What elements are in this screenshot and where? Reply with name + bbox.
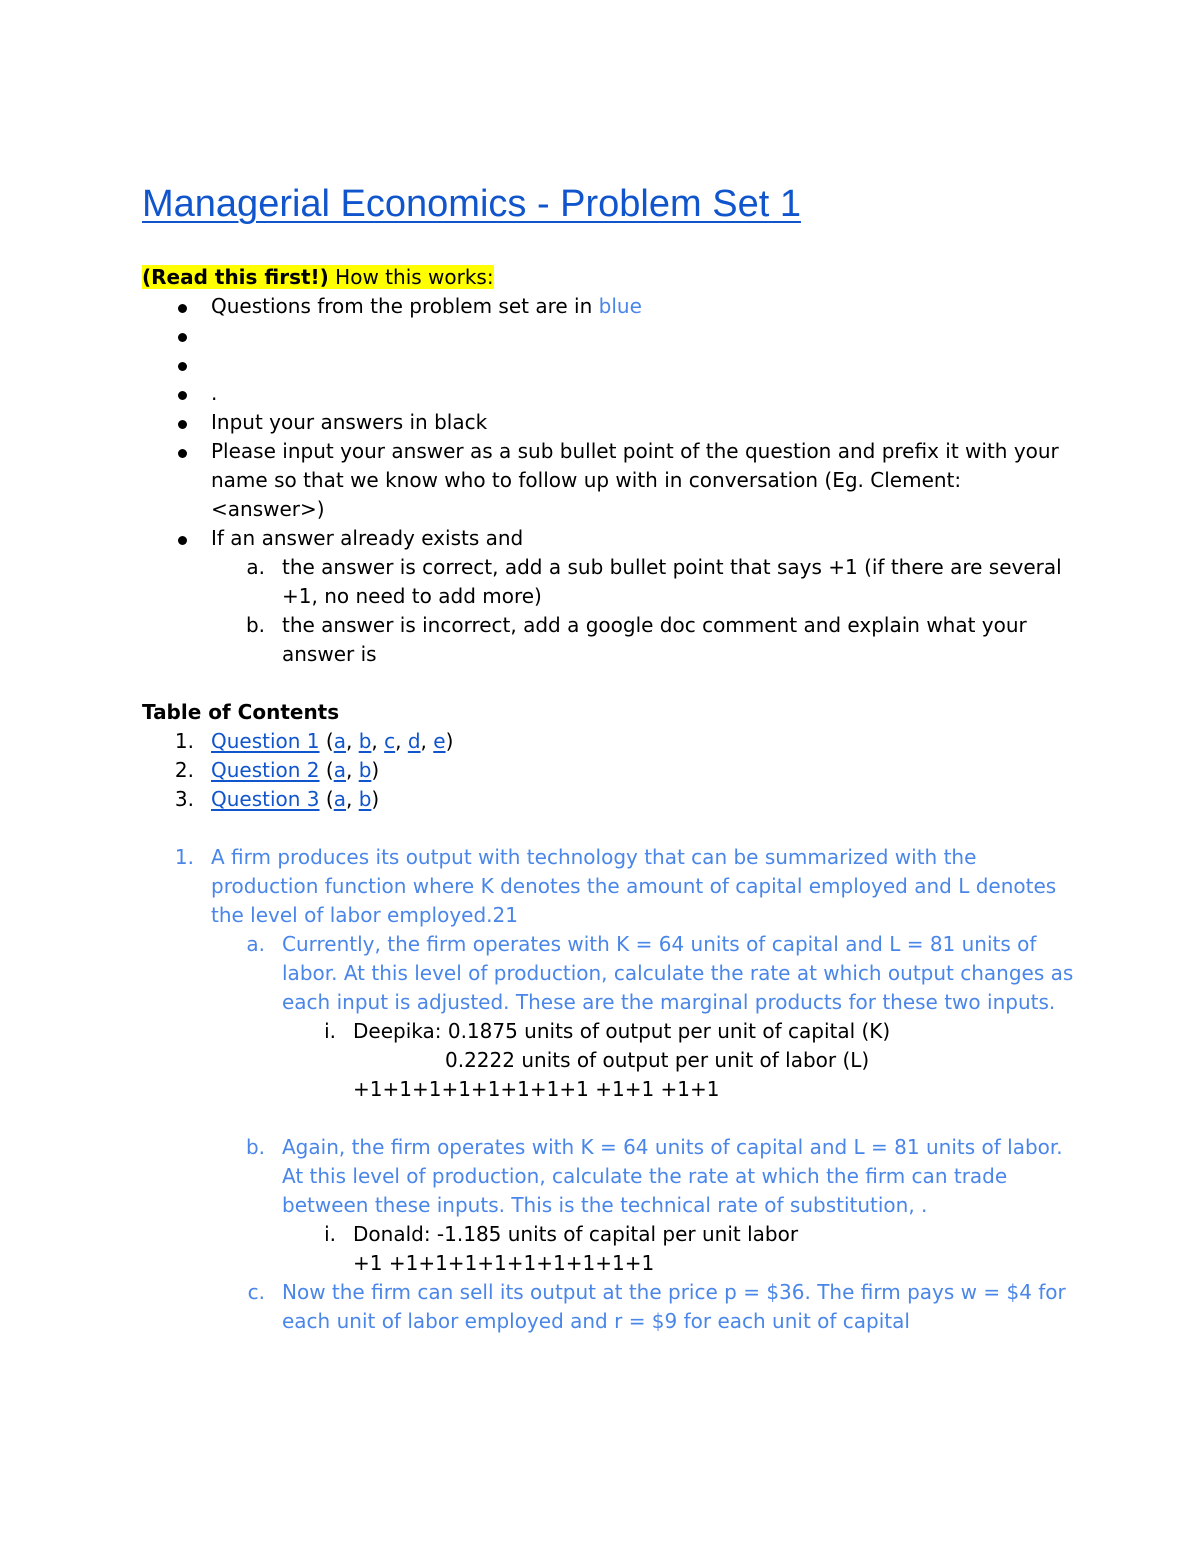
- list-marker: 1.: [174, 845, 194, 869]
- answer-text: Deepika: 0.1875 units of output per unit of capital (K): [353, 1019, 891, 1043]
- toc-link-question-2[interactable]: Question 2: [211, 758, 320, 782]
- intro-heading-bold: (Read this first!): [142, 265, 329, 289]
- toc-link-2a[interactable]: a: [333, 758, 346, 782]
- toc-sep: ,: [420, 729, 434, 753]
- answer-1a: [142, 1017, 1077, 1046]
- intro-bullet: [142, 408, 1077, 437]
- page-title[interactable]: Managerial Economics - Problem Set 1: [142, 183, 801, 225]
- intro-heading-rest: How this works:: [328, 265, 494, 289]
- intro-sub-item: [142, 611, 1077, 669]
- question-text: Again, the firm operates with K = 64 units of capital and L = 81 units of labor. At this level of production, calculate the rate at which the firm can trade between these inputs. This is the technical rate of substitution, .: [282, 1135, 1063, 1217]
- toc-item: [142, 785, 1077, 814]
- toc-sep: ,: [345, 758, 359, 782]
- toc-link-1c[interactable]: c: [384, 729, 396, 753]
- bullet-icon: [178, 333, 187, 342]
- toc-link-question-3[interactable]: Question 3: [211, 787, 320, 811]
- toc-sep: ,: [371, 729, 385, 753]
- bullet-icon: [178, 420, 187, 429]
- vote-text: +1+1+1+1+1+1+1+1 +1+1 +1+1: [353, 1077, 720, 1101]
- toc-sep: ,: [395, 729, 408, 753]
- list-marker: b.: [245, 1135, 265, 1159]
- toc-link-1a[interactable]: a: [333, 729, 346, 753]
- question-1: [142, 843, 1077, 930]
- toc-item: [142, 727, 1077, 756]
- bullet-icon: [178, 391, 187, 400]
- spacer: [142, 669, 1077, 698]
- answer-1a-votes: [142, 1075, 1077, 1104]
- question-text: Currently, the firm operates with K = 64 units of capital and L = 81 units of labor. At this level of production, calculate the rate at which output changes as each input is adjusted. These are the marginal products for these two inputs.: [282, 932, 1074, 1014]
- toc-link-1d[interactable]: d: [407, 729, 421, 753]
- intro-bullet-empty: [142, 350, 1077, 379]
- toc-item: [142, 756, 1077, 785]
- question-1c: [142, 1278, 1077, 1336]
- answer-text: Donald: -1.185 units of capital per unit labor: [353, 1222, 799, 1246]
- answer-1b: [142, 1220, 1077, 1249]
- list-marker: 3.: [174, 787, 194, 811]
- intro-heading: [142, 263, 1077, 292]
- answer-text: 0.2222 units of output per unit of labor (L): [445, 1048, 870, 1072]
- document-body: [142, 263, 1077, 1336]
- intro-bullet: [142, 379, 1077, 408]
- toc-paren: (: [319, 787, 334, 811]
- toc-paren: ): [371, 758, 380, 782]
- bullet-text: Please input your answer as a sub bullet point of the question and prefix it with your name so that we know who to follow up with in conversation (Eg. Clement: <answer>): [211, 439, 1059, 521]
- intro-sub-item: [142, 553, 1077, 611]
- spacer: [142, 1104, 1077, 1133]
- intro-highlight: [142, 265, 494, 289]
- list-marker: a.: [246, 555, 265, 579]
- intro-bullet: [142, 524, 1077, 553]
- list-marker: a.: [246, 932, 265, 956]
- sub-item-text: the answer is correct, add a sub bullet point that says +1 (if there are several +1, no need to add more): [282, 555, 1062, 608]
- bullet-text: Input your answers in black: [211, 410, 488, 434]
- toc-link-1e[interactable]: e: [433, 729, 446, 753]
- bullet-text: If an answer already exists and: [211, 526, 524, 550]
- intro-bullet-empty: [142, 321, 1077, 350]
- list-marker: i.: [324, 1019, 336, 1043]
- toc-link-3a[interactable]: a: [333, 787, 346, 811]
- sub-item-text: the answer is incorrect, add a google doc comment and explain what your answer is: [282, 613, 1027, 666]
- toc-sep: ,: [345, 787, 359, 811]
- toc-link-3b[interactable]: b: [358, 787, 372, 811]
- bullet-icon: [178, 449, 187, 458]
- answer-1a-line: [142, 1046, 1077, 1075]
- intro-bullet: [142, 437, 1077, 524]
- question-1b: [142, 1133, 1077, 1220]
- toc-heading: Table of Contents: [142, 700, 340, 724]
- spacer: [142, 814, 1077, 843]
- list-marker: b.: [245, 613, 265, 637]
- toc-sep: ,: [345, 729, 359, 753]
- blue-word: blue: [598, 294, 642, 318]
- answer-1b-votes: [142, 1249, 1077, 1278]
- bullet-text: Questions from the problem set are in: [211, 294, 599, 318]
- list-marker: c.: [247, 1280, 265, 1304]
- vote-text: +1 +1+1+1+1+1+1+1+1+1: [353, 1251, 655, 1275]
- list-marker: 1.: [174, 729, 194, 753]
- toc-paren: ): [371, 787, 380, 811]
- list-marker: i.: [324, 1222, 336, 1246]
- toc-link-question-1[interactable]: Question 1: [211, 729, 320, 753]
- question-text: Now the firm can sell its output at the price p = $36. The firm pays w = $4 for each unit of labor employed and r = $9 for each unit of capital: [282, 1280, 1066, 1333]
- toc-paren: (: [319, 758, 334, 782]
- toc-paren: (: [319, 729, 334, 753]
- question-text: A firm produces its output with technology that can be summarized with the production function where K denotes the amount of capital employed and L denotes the level of labor employed.21: [211, 845, 1057, 927]
- toc-link-1b[interactable]: b: [358, 729, 372, 753]
- bullet-icon: [178, 304, 187, 313]
- bullet-icon: [178, 362, 187, 371]
- bullet-icon: [178, 536, 187, 545]
- bullet-text: .: [211, 381, 218, 405]
- toc-paren: ): [445, 729, 454, 753]
- question-1a: [142, 930, 1077, 1017]
- list-marker: 2.: [174, 758, 194, 782]
- toc-link-2b[interactable]: b: [358, 758, 372, 782]
- intro-bullet: [142, 292, 1077, 321]
